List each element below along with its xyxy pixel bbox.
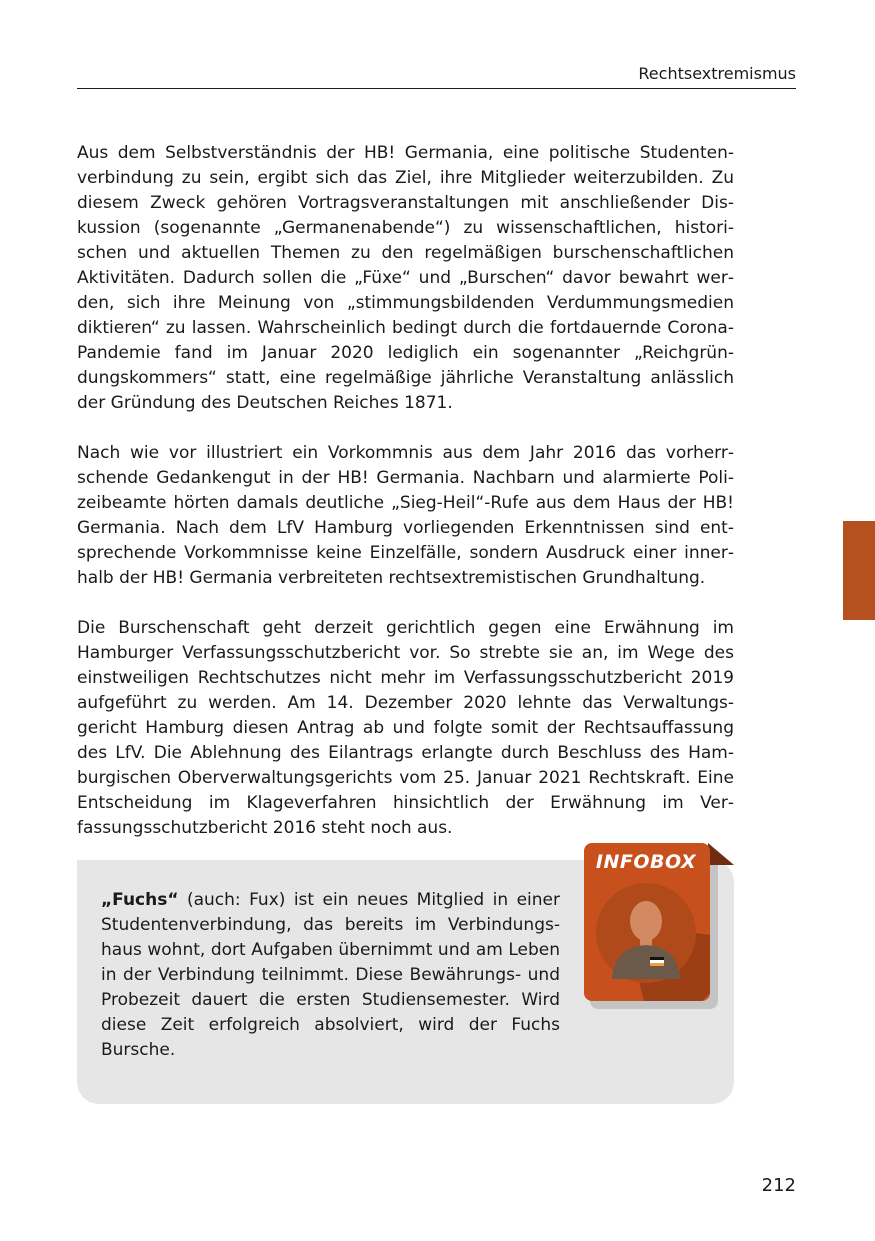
paragraph-3: Die Burschenschaft geht derzeit gerichtlich gegen eine Erwähnung im Hamburger Verfassungsschutzbericht vor. So strebte sie an, im Wege des einstweiligen Rechtschutzes nicht mehr im Verfassungsschutzbericht 2019 aufgeführt zu werden. Am 14. Dezember 2020 lehnte das Verwaltungsgericht Hamburg diesen Antrag ab und folgte somit der Rechtsauffassung des LfV. Die Ablehnung des Eilantrags erlangte durch Beschluss des Hamburgischen Oberverwaltungsgerichts vom 25. Januar 2021 Rechtskraft. Eine Entscheidung im Klageverfahren hinsichtlich der Erwähnung im Verfassungsschutzbericht 2016 steht noch aus.	[77, 618, 734, 838]
paragraph-1: Aus dem Selbstverständnis der HB! Germania, eine politische Studentenverbindung zu sein, ergibt sich das Ziel, ihre Mitglieder weiterzubilden. Zu diesem Zweck gehören Vortragsveranstaltungen mit anschließender Diskussion (sogenannte „Germanenabende“) zu wissenschaftlichen, historischen und aktuellen Themen zu den regelmäßigen burschenschaftlichen Aktivitäten. Dadurch sollen die „Füxe“ und „Burschen“ davor bewahrt werden, sich ihre Meinung von „stimmungsbildenden Verdummungsmedien diktieren“ zu lassen. Wahrscheinlich bedingt durch die fortdauernde Corona-Pandemie fand im Januar 2020 lediglich ein sogenannter „Reichgründungskommers“ statt, eine regelmäßige jährliche Veranstaltung anlässlich der Gründung des Deutschen Reiches 1871.	[77, 143, 734, 413]
infobox-badge-label: INFOBOX	[595, 851, 697, 873]
infobox-term: „Fuchs“	[101, 890, 179, 910]
chapter-tab-marker	[843, 521, 875, 620]
infobox-definition: (auch: Fux) ist ein neues Mitglied in einer Studentenverbindung, das bereits im Verbindungshaus wohnt, dort Aufgaben übernimmt und am Leben in der Verbindung teilnimmt. Diese Bewährungs- und Probezeit dauert die ersten Studiensemester. Wird diese Zeit erfolgreich absolviert, wird der Fuchs Bursche.	[101, 890, 560, 1060]
running-header: Rechtsextremismus	[638, 64, 796, 83]
main-text	[77, 141, 734, 866]
infobox-text	[101, 888, 560, 1063]
header-rule	[77, 88, 796, 89]
page-number: 212	[761, 1175, 796, 1196]
paragraph-2: Nach wie vor illustriert ein Vorkommnis aus dem Jahr 2016 das vorherrschende Gedankengut in der HB! Germania. Nachbarn und alarmierte Polizeibeamte hörten damals deutliche „Sieg-Heil“-Rufe aus dem Haus der HB! Germania. Nach dem LfV Hamburg vorliegenden Erkenntnissen sind entsprechende Vorkommnisse keine Einzelfälle, sondern Ausdruck einer innerhalb der HB! Germania verbreiteten rechtsextremistischen Grundhaltung.	[77, 443, 734, 588]
infobox-badge	[584, 843, 734, 1011]
